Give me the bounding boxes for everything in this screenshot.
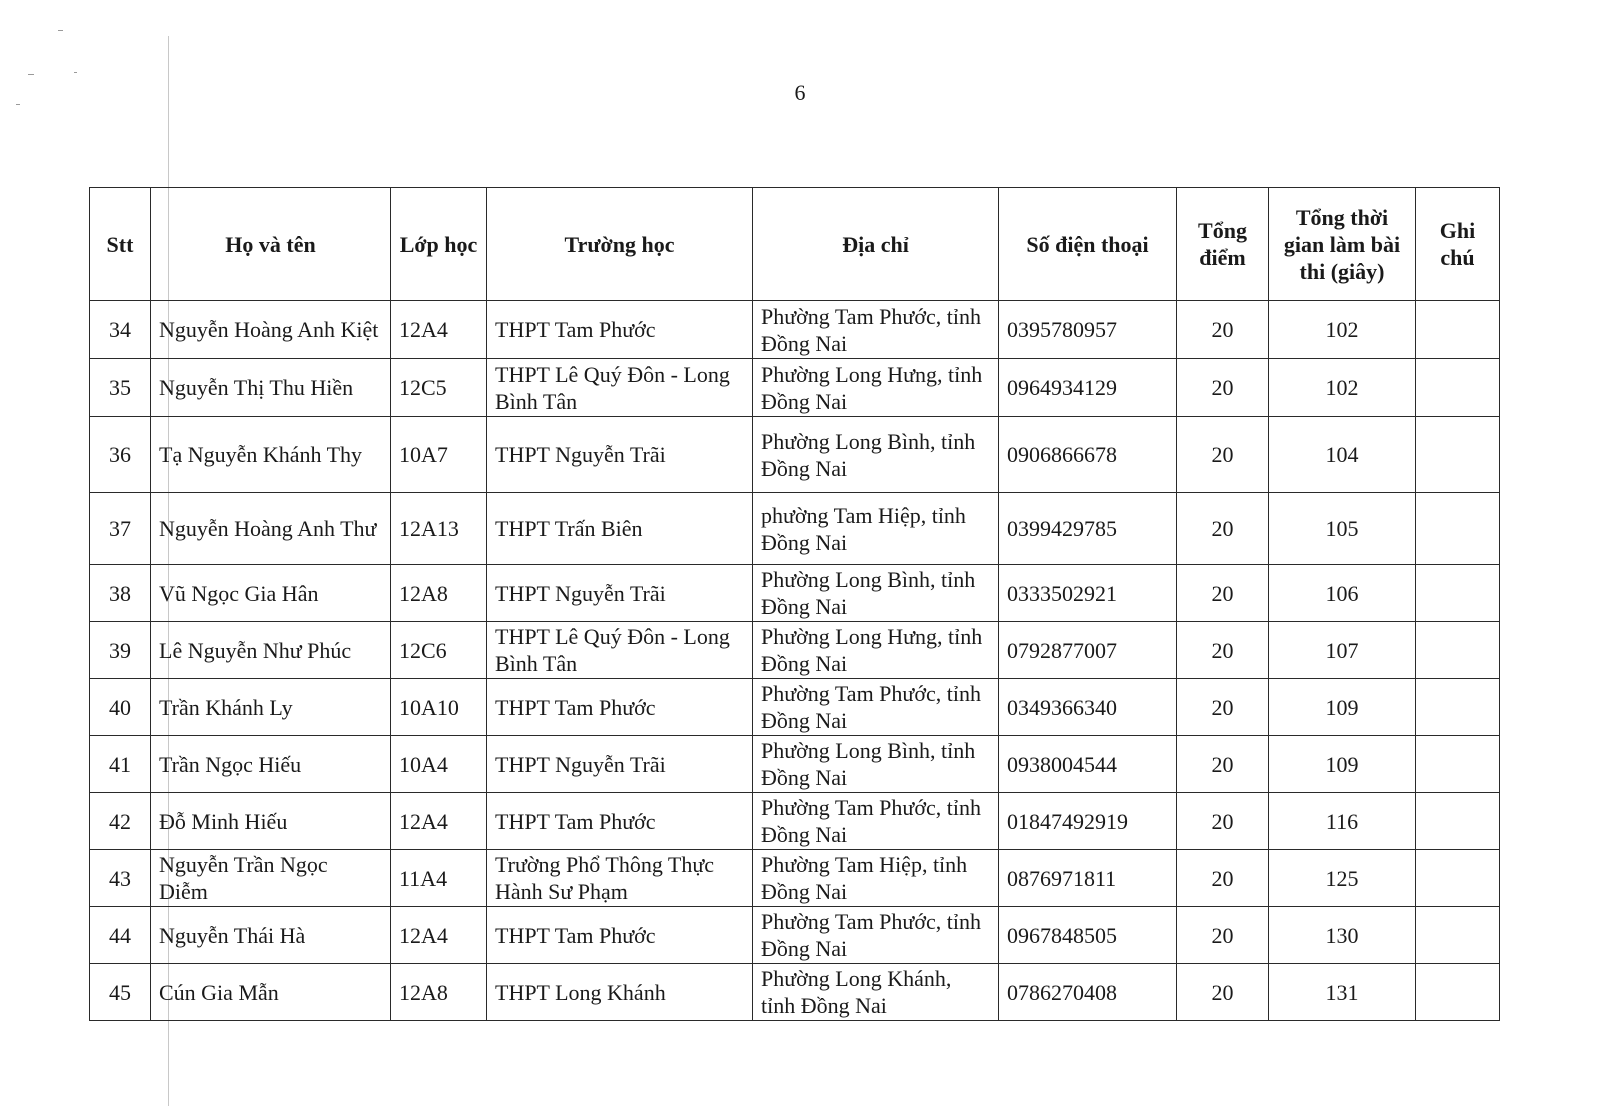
cell-school: THPT Tam Phước [487, 907, 753, 964]
cell-name: Nguyễn Hoàng Anh Thư [151, 493, 391, 565]
cell-name: Nguyễn Hoàng Anh Kiệt [151, 301, 391, 359]
cell-time: 106 [1269, 565, 1416, 622]
cell-class: 12A8 [391, 565, 487, 622]
cell-note [1416, 907, 1500, 964]
cell-phone: 0395780957 [999, 301, 1177, 359]
cell-address: Phường Long Hưng, tỉnh Đồng Nai [753, 622, 999, 679]
cell-note [1416, 565, 1500, 622]
table-row [90, 793, 1500, 850]
cell-score: 20 [1177, 679, 1269, 736]
cell-address: Phường Tam Phước, tỉnh Đồng Nai [753, 793, 999, 850]
cell-note [1416, 679, 1500, 736]
cell-name: Nguyễn Thái Hà [151, 907, 391, 964]
cell-name: Nguyễn Trần Ngọc Diễm [151, 850, 391, 907]
cell-name: Đỗ Minh Hiếu [151, 793, 391, 850]
cell-score: 20 [1177, 622, 1269, 679]
cell-school: THPT Long Khánh [487, 964, 753, 1021]
cell-phone: 0876971811 [999, 850, 1177, 907]
cell-time: 116 [1269, 793, 1416, 850]
table-row [90, 359, 1500, 417]
cell-address: Phường Long Bình, tỉnh Đồng Nai [753, 736, 999, 793]
header-note: Ghi chú [1416, 188, 1500, 301]
cell-address: Phường Long Khánh, tỉnh Đồng Nai [753, 964, 999, 1021]
cell-stt: 38 [90, 565, 151, 622]
header-stt: Stt [90, 188, 151, 301]
cell-stt: 37 [90, 493, 151, 565]
cell-score: 20 [1177, 493, 1269, 565]
cell-school: THPT Trấn Biên [487, 493, 753, 565]
table-header-row [90, 188, 1500, 301]
cell-address: Phường Tam Phước, tỉnh Đồng Nai [753, 907, 999, 964]
table-row [90, 907, 1500, 964]
cell-note [1416, 736, 1500, 793]
cell-name: Cún Gia Mẫn [151, 964, 391, 1021]
cell-time: 130 [1269, 907, 1416, 964]
cell-score: 20 [1177, 417, 1269, 493]
cell-time: 105 [1269, 493, 1416, 565]
cell-score: 20 [1177, 736, 1269, 793]
header-address: Địa chỉ [753, 188, 999, 301]
cell-school: THPT Lê Quý Đôn - Long Bình Tân [487, 622, 753, 679]
cell-phone: 0786270408 [999, 964, 1177, 1021]
cell-address: Phường Long Bình, tỉnh Đồng Nai [753, 417, 999, 493]
cell-note [1416, 493, 1500, 565]
cell-class: 12C5 [391, 359, 487, 417]
cell-stt: 36 [90, 417, 151, 493]
cell-stt: 35 [90, 359, 151, 417]
table-row [90, 679, 1500, 736]
cell-phone: 0792877007 [999, 622, 1177, 679]
cell-phone: 0333502921 [999, 565, 1177, 622]
header-time: Tổng thời gian làm bài thi (giây) [1269, 188, 1416, 301]
cell-class: 12A4 [391, 793, 487, 850]
cell-stt: 34 [90, 301, 151, 359]
cell-address: Phường Tam Hiệp, tỉnh Đồng Nai [753, 850, 999, 907]
table-row [90, 622, 1500, 679]
cell-time: 131 [1269, 964, 1416, 1021]
cell-note [1416, 622, 1500, 679]
page-number: 6 [794, 80, 806, 105]
scan-speck [28, 74, 34, 75]
cell-score: 20 [1177, 565, 1269, 622]
cell-address: Phường Tam Phước, tỉnh Đồng Nai [753, 679, 999, 736]
table-row [90, 565, 1500, 622]
cell-note [1416, 793, 1500, 850]
scan-speck [58, 30, 63, 31]
cell-score: 20 [1177, 359, 1269, 417]
cell-stt: 45 [90, 964, 151, 1021]
table-row [90, 964, 1500, 1021]
cell-class: 10A10 [391, 679, 487, 736]
cell-class: 10A7 [391, 417, 487, 493]
header-name: Họ và tên [151, 188, 391, 301]
cell-stt: 41 [90, 736, 151, 793]
cell-name: Trần Ngọc Hiếu [151, 736, 391, 793]
cell-class: 12C6 [391, 622, 487, 679]
cell-school: THPT Tam Phước [487, 793, 753, 850]
cell-stt: 39 [90, 622, 151, 679]
cell-phone: 01847492919 [999, 793, 1177, 850]
cell-time: 109 [1269, 679, 1416, 736]
cell-class: 11A4 [391, 850, 487, 907]
scan-speck [74, 72, 77, 73]
cell-time: 102 [1269, 301, 1416, 359]
cell-time: 125 [1269, 850, 1416, 907]
cell-school: THPT Nguyễn Trãi [487, 736, 753, 793]
cell-name: Trần Khánh Ly [151, 679, 391, 736]
header-class: Lớp học [391, 188, 487, 301]
cell-phone: 0399429785 [999, 493, 1177, 565]
cell-score: 20 [1177, 301, 1269, 359]
cell-name: Lê Nguyễn Như Phúc [151, 622, 391, 679]
cell-time: 107 [1269, 622, 1416, 679]
cell-school: Trường Phổ Thông Thực Hành Sư Phạm [487, 850, 753, 907]
cell-school: THPT Tam Phước [487, 679, 753, 736]
cell-class: 12A4 [391, 301, 487, 359]
cell-time: 104 [1269, 417, 1416, 493]
cell-score: 20 [1177, 964, 1269, 1021]
cell-name: Nguyễn Thị Thu Hiền [151, 359, 391, 417]
cell-address: Phường Long Bình, tỉnh Đồng Nai [753, 565, 999, 622]
table-row [90, 301, 1500, 359]
header-school: Trường học [487, 188, 753, 301]
cell-score: 20 [1177, 850, 1269, 907]
cell-phone: 0938004544 [999, 736, 1177, 793]
cell-school: THPT Lê Quý Đôn - Long Bình Tân [487, 359, 753, 417]
cell-note [1416, 850, 1500, 907]
table-row [90, 850, 1500, 907]
cell-stt: 44 [90, 907, 151, 964]
cell-time: 102 [1269, 359, 1416, 417]
table-row [90, 417, 1500, 493]
header-phone: Số điện thoại [999, 188, 1177, 301]
cell-stt: 43 [90, 850, 151, 907]
cell-address: Phường Tam Phước, tỉnh Đồng Nai [753, 301, 999, 359]
cell-stt: 40 [90, 679, 151, 736]
cell-phone: 0906866678 [999, 417, 1177, 493]
cell-school: THPT Nguyễn Trãi [487, 417, 753, 493]
cell-school: THPT Tam Phước [487, 301, 753, 359]
cell-class: 10A4 [391, 736, 487, 793]
cell-note [1416, 964, 1500, 1021]
cell-phone: 0349366340 [999, 679, 1177, 736]
cell-class: 12A4 [391, 907, 487, 964]
cell-time: 109 [1269, 736, 1416, 793]
cell-school: THPT Nguyễn Trãi [487, 565, 753, 622]
table-row [90, 736, 1500, 793]
cell-note [1416, 301, 1500, 359]
cell-address: phường Tam Hiệp, tỉnh Đồng Nai [753, 493, 999, 565]
cell-name: Vũ Ngọc Gia Hân [151, 565, 391, 622]
table-row [90, 493, 1500, 565]
cell-score: 20 [1177, 907, 1269, 964]
cell-score: 20 [1177, 793, 1269, 850]
cell-class: 12A13 [391, 493, 487, 565]
cell-stt: 42 [90, 793, 151, 850]
cell-phone: 0967848505 [999, 907, 1177, 964]
cell-note [1416, 417, 1500, 493]
cell-note [1416, 359, 1500, 417]
results-table [89, 187, 1500, 1021]
cell-phone: 0964934129 [999, 359, 1177, 417]
cell-class: 12A8 [391, 964, 487, 1021]
header-score: Tổng điểm [1177, 188, 1269, 301]
cell-address: Phường Long Hưng, tỉnh Đồng Nai [753, 359, 999, 417]
cell-name: Tạ Nguyễn Khánh Thy [151, 417, 391, 493]
